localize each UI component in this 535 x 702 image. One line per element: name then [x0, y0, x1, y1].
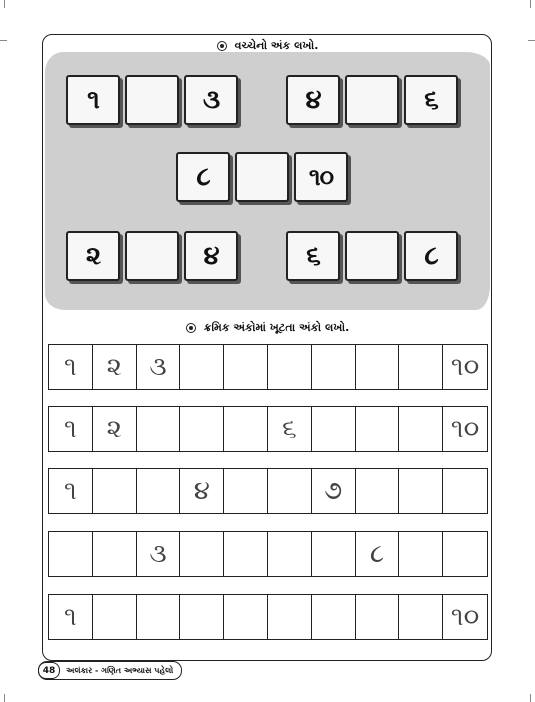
grid-cell[interactable]: [93, 595, 137, 639]
grid-cell[interactable]: ૨: [93, 407, 137, 451]
book-title: અલંકાર - ગણિત અભ્યાસ પહેલો: [66, 665, 174, 675]
grid-cell[interactable]: [224, 532, 268, 576]
grid-cell[interactable]: [93, 469, 137, 513]
grid-cell[interactable]: [224, 407, 268, 451]
number-tile: ૬: [286, 231, 340, 281]
grid-cell[interactable]: [356, 469, 400, 513]
grid-cell[interactable]: [268, 532, 312, 576]
grid-cell[interactable]: [356, 407, 400, 451]
blank-tile[interactable]: [125, 75, 179, 125]
grid-cell[interactable]: [180, 407, 224, 451]
crop-mark: [4, 0, 5, 8]
number-tile: ૧: [66, 75, 120, 125]
grid-cell[interactable]: ૩: [137, 532, 181, 576]
number-tile: ૬: [404, 75, 458, 125]
grid-cell[interactable]: ૨: [93, 345, 137, 389]
number-grid-row: [48, 344, 488, 390]
grid-cell[interactable]: [93, 532, 137, 576]
number-grid-row: [48, 406, 488, 452]
crop-mark: [530, 694, 531, 702]
grid-cell[interactable]: ૧: [49, 469, 93, 513]
grid-cell[interactable]: ૧૦: [450, 601, 480, 632]
bullet-icon: [186, 323, 196, 333]
grid-cell[interactable]: [443, 532, 487, 576]
number-tile: ૪: [184, 231, 238, 281]
grid-cell[interactable]: [137, 469, 181, 513]
blank-tile[interactable]: [125, 231, 179, 281]
number-tile: ૩: [184, 75, 238, 125]
grid-cell[interactable]: [399, 469, 443, 513]
grid-cell[interactable]: ૧: [49, 595, 93, 639]
grid-cell[interactable]: ૪: [180, 469, 224, 513]
grid-cell[interactable]: ૧: [49, 407, 93, 451]
grid-cell[interactable]: [137, 407, 181, 451]
grid-cell[interactable]: [356, 345, 400, 389]
grid-cell[interactable]: [399, 532, 443, 576]
bullet-icon: [217, 41, 227, 51]
exercise1-title: વચ્ચેનો અંક લખો.: [234, 39, 319, 52]
number-grid-row: [48, 531, 488, 577]
grid-cell[interactable]: [312, 407, 356, 451]
grid-cell[interactable]: [399, 407, 443, 451]
grid-cell[interactable]: ૧: [49, 345, 93, 389]
grid-cell[interactable]: ૧૦: [450, 413, 480, 444]
grid-cell[interactable]: [224, 345, 268, 389]
blank-tile[interactable]: [345, 75, 399, 125]
page-footer: [38, 661, 182, 680]
grid-cell[interactable]: ૬: [268, 407, 312, 451]
exercise2-title: ક્રમિક અંકોમાં ખૂટતા અંકો લખો.: [203, 321, 350, 334]
number-tile: ૨: [66, 231, 120, 281]
number-tile: ૮: [404, 231, 458, 281]
grid-cell[interactable]: ૮: [356, 532, 400, 576]
number-grid-row: [48, 468, 488, 514]
grid-cell[interactable]: [268, 469, 312, 513]
crop-mark: [530, 0, 531, 8]
number-grid-row: [48, 594, 488, 640]
grid-cell[interactable]: [312, 345, 356, 389]
grid-cell[interactable]: [268, 595, 312, 639]
grid-cell[interactable]: ૩: [137, 345, 181, 389]
grid-cell[interactable]: [224, 469, 268, 513]
grid-cell[interactable]: [137, 595, 181, 639]
grid-cell[interactable]: [312, 595, 356, 639]
grid-cell[interactable]: ૧૦: [450, 351, 480, 382]
grid-cell[interactable]: [399, 595, 443, 639]
crop-mark: [4, 694, 5, 702]
grid-cell[interactable]: [224, 595, 268, 639]
number-tile: ૧૦: [294, 152, 348, 202]
number-tile: ૪: [286, 75, 340, 125]
grid-cell[interactable]: [180, 532, 224, 576]
blank-tile[interactable]: [235, 152, 289, 202]
exercise2-heading: [0, 319, 535, 337]
grid-cell[interactable]: [180, 345, 224, 389]
grid-cell[interactable]: [312, 532, 356, 576]
grid-cell[interactable]: [399, 345, 443, 389]
grid-cell[interactable]: [180, 595, 224, 639]
grid-cell[interactable]: [443, 469, 487, 513]
grid-cell[interactable]: ૭: [312, 469, 356, 513]
page-number: 48: [38, 662, 60, 679]
grid-cell[interactable]: [268, 345, 312, 389]
grid-cell[interactable]: [49, 532, 93, 576]
grid-cell[interactable]: [356, 595, 400, 639]
number-tile: ૮: [176, 152, 230, 202]
blank-tile[interactable]: [345, 231, 399, 281]
